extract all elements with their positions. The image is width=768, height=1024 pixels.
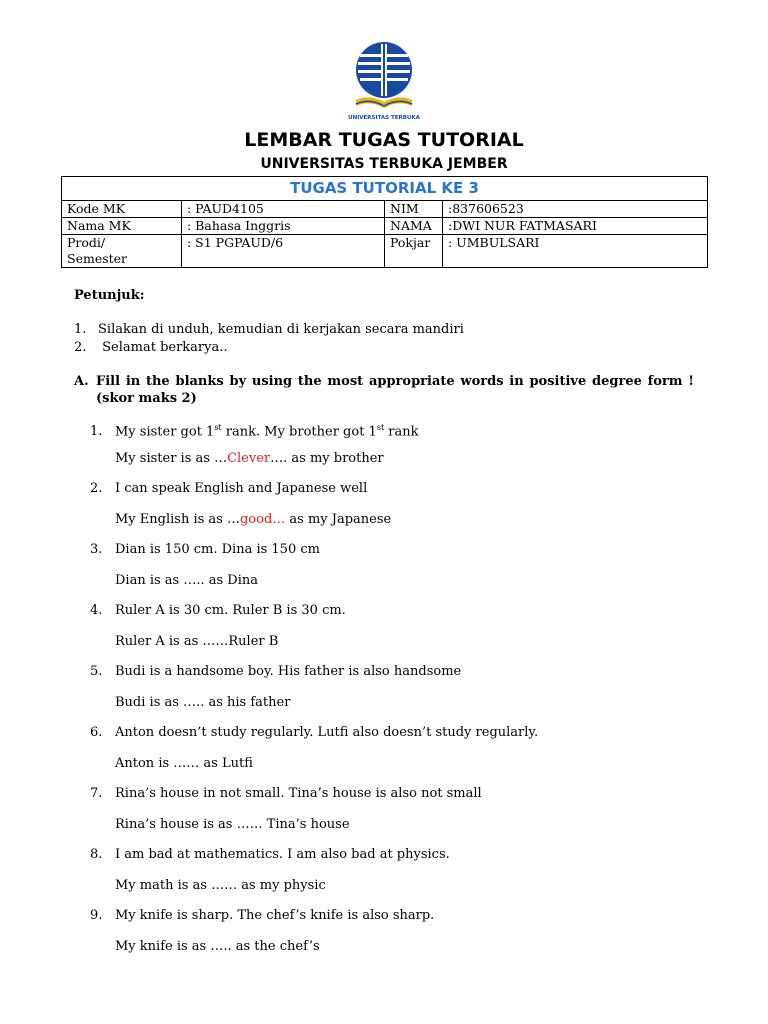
document-title: LEMBAR TUGAS TUTORIAL xyxy=(244,129,524,151)
instruction-item: 1. Silakan di unduh, kemudian di kerjakan secara mandiri xyxy=(74,322,464,337)
answer-5: Budi is as ….. as his father xyxy=(115,695,291,710)
label-prodi-semester: Prodi/ Semester xyxy=(62,235,182,268)
table-heading: TUGAS TUTORIAL KE 3 xyxy=(62,177,708,201)
svg-text:UNIVERSITAS TERBUKA: UNIVERSITAS TERBUKA xyxy=(348,115,420,121)
answer-3: Dian is as ….. as Dina xyxy=(115,573,259,588)
value-nama-mk: : Bahasa Inggris xyxy=(182,218,385,235)
question-1: 1. My sister got 1st rank. My brother got 1st rank xyxy=(90,423,419,440)
answer-8: My math is as …… as my physic xyxy=(115,878,326,893)
answer-7: Rina’s house is as …… Tina’s house xyxy=(115,817,350,832)
table-row xyxy=(62,201,708,218)
answer-4: Ruler A is as ……Ruler B xyxy=(115,634,279,649)
answer-6: Anton is …… as Lutfi xyxy=(115,756,253,771)
question-4: 4. Ruler A is 30 cm. Ruler B is 30 cm. xyxy=(90,603,346,618)
instruction-item: 2. Selamat berkarya.. xyxy=(74,340,228,355)
question-9: 9. My knife is sharp. The chef’s knife is also sharp. xyxy=(90,908,435,923)
question-2: 2. I can speak English and Japanese well xyxy=(90,481,368,496)
question-5: 5. Budi is a handsome boy. His father is also handsome xyxy=(90,664,462,679)
value-kode-mk: : PAUD4105 xyxy=(182,201,385,218)
universitas-terbuka-logo xyxy=(348,40,420,122)
table-row xyxy=(62,218,708,235)
section-a-heading: A. Fill in the blanks by using the most appropriate words in positive degree form ! (skor maks 2) xyxy=(74,374,694,406)
question-3: 3. Dian is 150 cm. Dina is 150 cm xyxy=(90,542,320,557)
question-7: 7. Rina’s house in not small. Tina’s house is also not small xyxy=(90,786,482,801)
filled-answer: good… xyxy=(239,512,286,527)
label-pokjar: Pokjar xyxy=(385,235,443,268)
value-pokjar: : UMBULSARI xyxy=(443,235,708,268)
answer-1: My sister is as …Clever…. as my brother xyxy=(115,451,384,466)
label-nama-mk: Nama MK xyxy=(62,218,182,235)
label-nama: NAMA xyxy=(385,218,443,235)
label-kode-mk: Kode MK xyxy=(62,201,182,218)
value-prodi: : S1 PGPAUD/6 xyxy=(182,235,385,268)
question-6: 6. Anton doesn’t study regularly. Lutfi also doesn’t study regularly. xyxy=(90,725,539,740)
label-nim: NIM xyxy=(385,201,443,218)
table-row xyxy=(62,235,708,268)
assignment-info-table xyxy=(61,176,708,268)
value-nim: :837606523 xyxy=(443,201,708,218)
filled-answer: Clever xyxy=(227,451,271,466)
value-nama: :DWI NUR FATMASARI xyxy=(443,218,708,235)
question-8: 8. I am bad at mathematics. I am also bad at physics. xyxy=(90,847,450,862)
instructions-heading: Petunjuk: xyxy=(74,288,145,303)
answer-9: My knife is as ….. as the chef’s xyxy=(115,939,320,954)
document-subtitle: UNIVERSITAS TERBUKA JEMBER xyxy=(260,156,508,172)
answer-2: My English is as …good… as my Japanese xyxy=(115,512,392,527)
